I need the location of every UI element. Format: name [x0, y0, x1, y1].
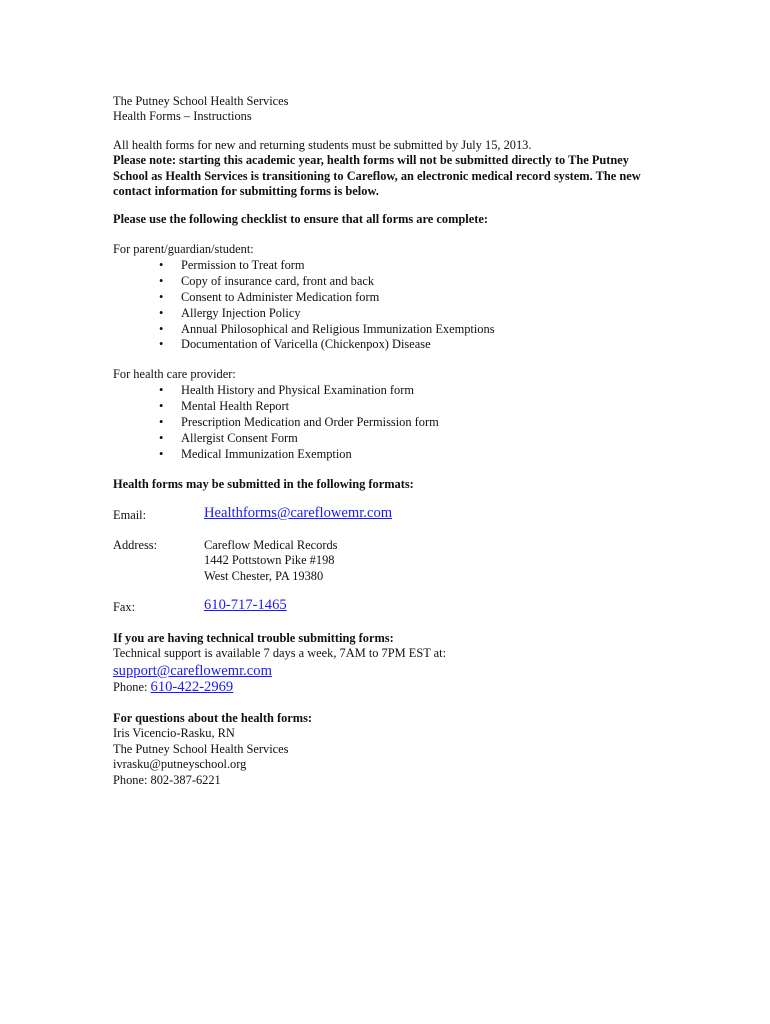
bullet-icon: • [159, 430, 164, 445]
document-header [113, 94, 289, 125]
address-line: 1442 Pottstown Pike #198 [204, 553, 335, 568]
intro [113, 138, 663, 200]
bullet-icon: • [159, 383, 164, 398]
questions-heading: For questions about the health forms: [113, 711, 313, 725]
contact-line: Phone: 802-387-6221 [113, 772, 221, 787]
item-label: Documentation of Varicella (Chickenpox) Disease [181, 337, 431, 352]
bullet-icon: • [159, 321, 164, 336]
address-line: West Chester, PA 19380 [204, 568, 324, 583]
deadline-text: All health forms for new and returning students must be submitted by July 15, 2013. [113, 138, 532, 152]
list-item [113, 415, 439, 431]
list-item [113, 290, 495, 306]
item-label: Mental Health Report [181, 399, 290, 414]
support-email-link[interactable]: support@careflowemr.com [113, 662, 272, 679]
item-label: Consent to Administer Medication form [181, 290, 380, 304]
list-item [113, 337, 495, 353]
provider-section-title: For health care provider: [113, 367, 236, 381]
list-item [113, 322, 495, 338]
address-line: Careflow Medical Records [204, 538, 338, 552]
tech-heading: If you are having technical trouble submitting forms: [113, 631, 394, 645]
note-text: Please note: starting this academic year, health forms will not be submitted directly to The Putney School as Health Services is transitioning to Careflow, an electronic medical record system. The new contact information for submitting forms is below. [113, 153, 641, 199]
fax-link[interactable]: 610-717-1465 [204, 597, 287, 613]
item-label: Medical Immunization Exemption [181, 446, 352, 461]
item-label: Permission to Treat form [181, 258, 305, 273]
address-label: Address: [113, 538, 158, 552]
list-item [113, 274, 495, 290]
contact-line: ivrasku@putneyschool.org [113, 757, 247, 772]
contact-line: The Putney School Health Services [113, 741, 289, 756]
email-link[interactable]: Healthforms@careflowemr.com [204, 505, 393, 521]
header-line-1: The Putney School Health Services [113, 94, 289, 108]
bullet-icon: • [159, 446, 164, 461]
checklist-heading: Please use the following checklist to ensure that all forms are complete: [113, 212, 488, 226]
fax-label: Fax: [113, 600, 136, 614]
item-label: Prescription Medication and Order Permission form [181, 415, 439, 429]
item-label: Copy of insurance card, front and back [181, 274, 375, 289]
address-value [204, 538, 338, 584]
contact-line: Iris Vicencio-Rasku, RN [113, 726, 235, 741]
questions [113, 711, 312, 788]
phone-label: Phone: [113, 679, 151, 694]
tech-support [113, 631, 446, 695]
list-item [113, 399, 439, 415]
formats-heading: Health forms may be submitted in the following formats: [113, 477, 414, 491]
bullet-icon: • [159, 399, 164, 414]
parent-section-title: For parent/guardian/student: [113, 242, 254, 256]
item-label: Health History and Physical Examination form [181, 383, 414, 398]
bullet-icon: • [159, 337, 164, 352]
list-item [113, 258, 495, 274]
header-line-2: Health Forms – Instructions [113, 109, 252, 124]
list-item [113, 383, 439, 399]
parent-section [113, 242, 495, 353]
bullet-icon: • [159, 305, 164, 320]
bullet-icon: • [159, 290, 164, 304]
bullet-icon: • [159, 274, 164, 289]
list-item [113, 306, 495, 322]
bullet-icon: • [159, 415, 164, 429]
item-label: Allergy Injection Policy [181, 305, 301, 320]
item-label: Allergist Consent Form [181, 430, 298, 445]
tech-text: Technical support is available 7 days a week, 7AM to 7PM EST at: [113, 646, 447, 661]
list-item [113, 447, 439, 463]
provider-section [113, 367, 439, 462]
item-label: Annual Philosophical and Religious Immunization Exemptions [181, 321, 495, 336]
list-item [113, 431, 439, 447]
email-label: Email: [113, 508, 147, 522]
bullet-icon: • [159, 258, 164, 273]
support-phone-link[interactable]: 610-422-2969 [150, 678, 234, 695]
